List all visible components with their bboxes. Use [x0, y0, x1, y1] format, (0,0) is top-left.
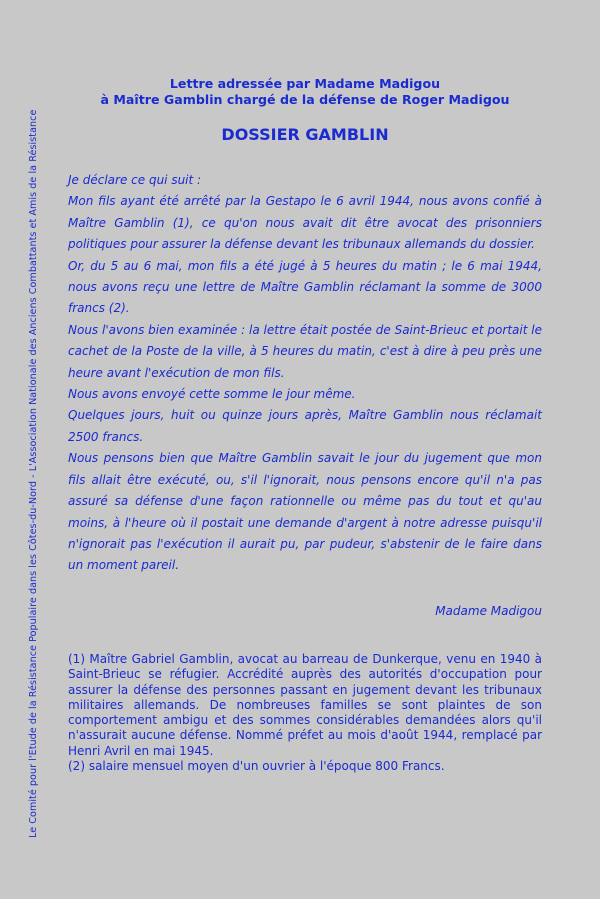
letter-paragraph: Mon fils ayant été arrêté par la Gestapo le 6 avril 1944, nous avons confié à Maître Gamblin (1), ce qu'on nous avait dit être avocat des prisonniers politiques pour assurer la défense devant les tribunaux allemands du dossier. — [68, 194, 542, 252]
footnote-2: (2) salaire mensuel moyen d'un ouvrier à l'époque 800 Francs. — [68, 759, 445, 774]
letter-paragraph: Nous pensons bien que Maître Gamblin savait le jour du jugement que mon fils allait être exécuté, ou, s'il l'ignorait, nous pensons encore qu'il n'a pas assuré sa défense d'une façon rationnelle ou même pas du tout et qu'au moins, à l'heure où il postait une demande d'argent à notre adresse puisqu'il n'ignorait pas l'exécution il aurait pu, par pudeur, s'abstenir de le faire dans un moment pareil. — [68, 451, 542, 573]
side-credit-text: Le Comité pour l'Etude de la Résistance Populaire dans les Côtes-du-Nord - L'Association Nationale des Anciens Combattants et Amis de la Résistance — [28, 109, 39, 838]
header-line-2: à Maître Gamblin chargé de la défense de Roger Madigou — [100, 92, 510, 107]
footnotes — [68, 652, 542, 774]
letter-body — [68, 170, 542, 577]
letter-signature: Madame Madigou — [435, 604, 542, 618]
letter-intro: Je déclare ce qui suit : — [68, 173, 202, 187]
letter-paragraph: Quelques jours, huit ou quinze jours après, Maître Gamblin nous réclamait 2500 francs. — [68, 408, 542, 444]
letter-paragraph: Nous l'avons bien examinée : la lettre était postée de Saint-Brieuc et portait le cachet de la Poste de la ville, à 5 heures du matin, c'est à dire à peu près une heure avant l'exécution de mon fils. — [68, 322, 542, 380]
header-line-1: Lettre adressée par Madame Madigou — [169, 76, 441, 91]
page-header — [60, 76, 550, 108]
page-title: DOSSIER GAMBLIN — [221, 125, 389, 144]
letter-paragraph: Nous avons envoyé cette somme le jour même. — [68, 387, 356, 402]
letter-paragraph: Or, du 5 au 6 mai, mon fils a été jugé à 5 heures du matin ; le 6 mai 1944, nous avons reçu une lettre de Maître Gamblin réclamant la somme de 3000 francs (2). — [68, 258, 542, 316]
footnote-1: (1) Maître Gabriel Gamblin, avocat au barreau de Dunkerque, venu en 1940 à Saint-Brieuc se réfugier. Accrédité auprès des autorités d'occupation pour assurer la défense des personnes passant en jugement devant les tribunaux militaires allemands. De nombreuses familles se sont plaintes de son comportement ambigu et des sommes considérables demandées alors qu'il n'assurait aucune défense. Nommé préfet au mois d'août 1944, remplacé par Henri Avril en mai 1945. — [68, 652, 542, 758]
